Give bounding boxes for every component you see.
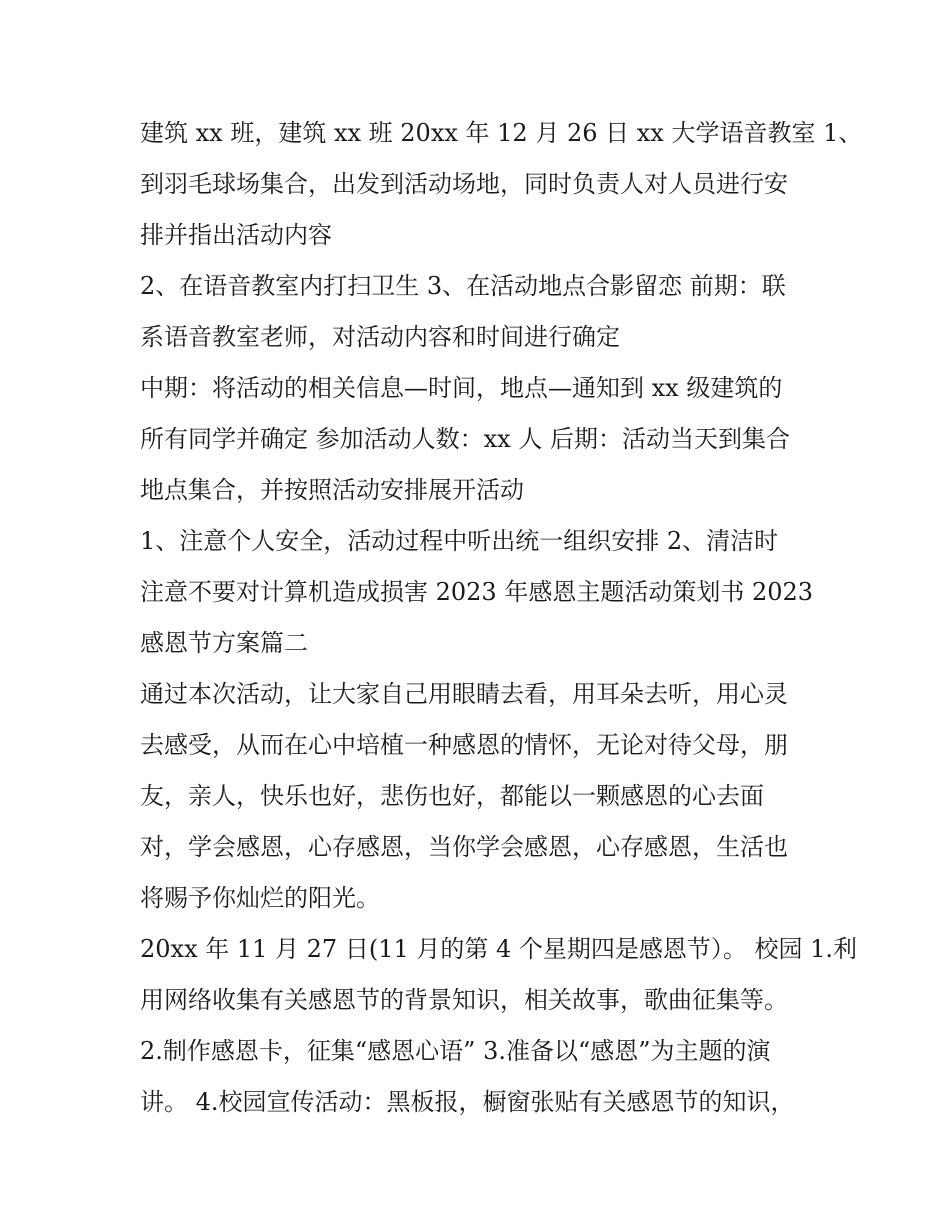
text-line: 1、注意个人安全，活动过程中听出统一组织安排 2、清洁时 [140,527,779,555]
text-line: 讲。 4.校园宣传活动：黑板报，橱窗张贴有关感恩节的知识， [140,1088,795,1116]
text-line: 地点集合，并按照活动安排展开活动 [140,476,524,504]
text-line: 到羽毛球场集合，出发到活动场地，同时负责人对人员进行安 [140,170,788,198]
text-line: 系语音教室老师，对活动内容和时间进行确定 [140,323,620,351]
text-line: 排并指出活动内容 [140,221,332,249]
text-line: 对，学会感恩，心存感恩，当你学会感恩，心存感恩，生活也 [140,833,788,861]
text-line: 用网络收集有关感恩节的背景知识，相关故事，歌曲征集等。 [140,986,788,1014]
text-line: 2、在语音教室内打扫卫生 3、在活动地点合影留恋 前期：联 [140,272,786,300]
text-line: 建筑 xx 班，建筑 xx 班 20xx 年 12 月 26 日 xx 大学语音教室 1、 [140,119,863,147]
text-line: 将赐予你灿烂的阳光。 [140,884,380,912]
text-line: 感恩节方案篇二 [140,629,308,657]
text-line: 所有同学并确定 参加活动人数：xx 人 后期：活动当天到集合 [140,425,790,453]
text-line: 去感受，从而在心中培植一种感恩的情怀，无论对待父母，朋 [140,731,788,759]
text-line: 20xx 年 11 月 27 日(11 月的第 4 个星期四是感恩节）。 校园 1.利 [140,935,858,963]
text-line: 注意不要对计算机造成损害 2023 年感恩主题活动策划书 2023 [140,578,814,606]
document-body [140,108,863,1128]
text-line: 通过本次活动，让大家自己用眼睛去看，用耳朵去听，用心灵 [140,680,788,708]
text-line: 2.制作感恩卡，征集“感恩心语” 3.准备以“感恩”为主题的演 [140,1037,771,1065]
text-line: 中期：将活动的相关信息—时间，地点—通知到 xx 级建筑的 [140,374,783,402]
text-line: 友，亲人，快乐也好，悲伤也好，都能以一颗感恩的心去面 [140,782,764,810]
